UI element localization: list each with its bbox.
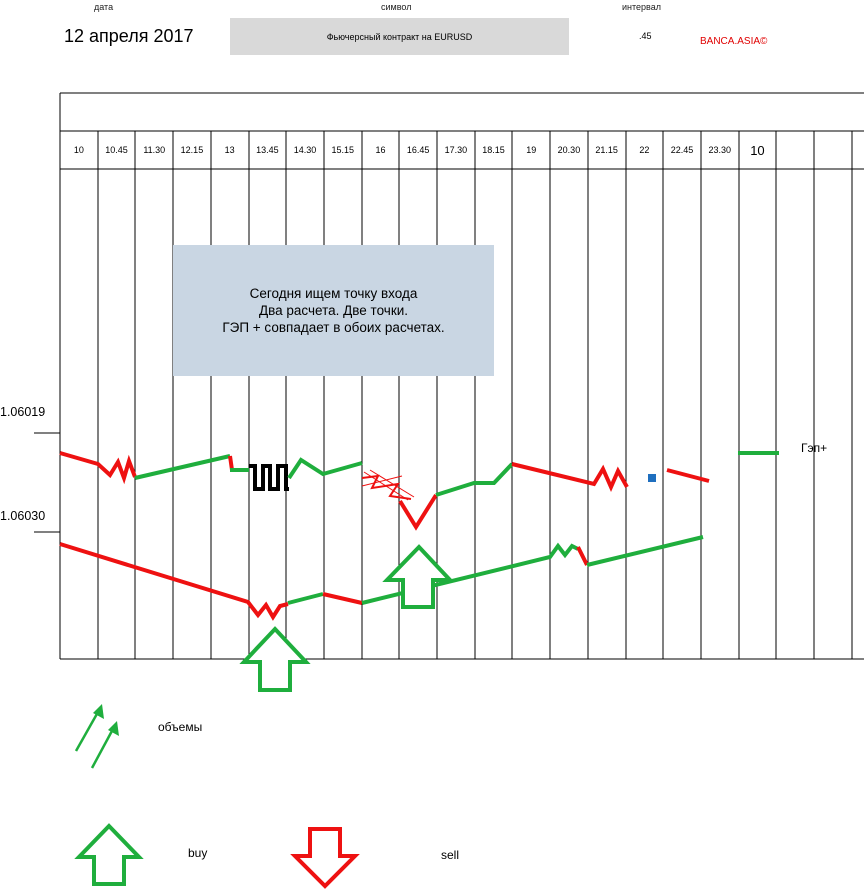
upper-line-red-3 — [400, 495, 436, 527]
legend-buy-arrow-icon — [79, 826, 139, 884]
buy-arrow-lower — [244, 629, 306, 690]
upper-line-hatched-red — [362, 470, 414, 500]
brand-label: BANCA.ASIA© — [700, 36, 768, 47]
date-value: 12 апреля 2017 — [64, 26, 194, 46]
time-column-label: 21.15 — [595, 145, 618, 155]
upper-line-red-5 — [667, 470, 709, 481]
upper-line-green-4 — [436, 464, 512, 495]
note-line-2: Два расчета. Две точки. — [258, 303, 409, 318]
time-column-label: 23.30 — [708, 145, 732, 155]
lower-line-green-1 — [288, 594, 323, 603]
time-column-label: 10 — [73, 145, 84, 155]
time-column-label: 16.45 — [406, 145, 430, 155]
lower-line-red-3 — [578, 547, 587, 565]
date-label: дата — [94, 2, 114, 12]
time-column-label: 16 — [375, 145, 386, 155]
symbol-label: символ — [381, 2, 412, 12]
blue-marker — [648, 474, 656, 482]
time-column-label: 12.15 — [180, 145, 204, 155]
interval-value: .45 — [639, 31, 652, 41]
legend-buy-label: buy — [188, 846, 208, 860]
time-column-label: 10 — [750, 143, 765, 158]
price-label-lower: 1.06030 — [0, 509, 46, 523]
time-column-label: 13 — [224, 145, 235, 155]
gap-label: Гэп+ — [801, 441, 828, 455]
upper-line-red-4 — [512, 464, 627, 487]
lower-line-red-1 — [60, 544, 288, 617]
time-column-label: 11.30 — [143, 145, 166, 155]
upper-line-green-1 — [135, 456, 230, 478]
lower-line-green-3 — [587, 537, 703, 565]
price-label-upper: 1.06019 — [0, 405, 46, 419]
note-line-1: Сегодня ищем точку входа — [249, 286, 418, 301]
legend-sell-arrow-icon — [295, 829, 355, 886]
time-column-label: 14.30 — [293, 145, 317, 155]
interval-label: интервал — [622, 2, 661, 12]
time-column-label: 22.45 — [670, 145, 694, 155]
note-box — [173, 245, 494, 376]
time-grid — [60, 93, 864, 659]
buy-arrow-upper — [387, 547, 450, 607]
legend-volumes-label: объемы — [158, 720, 203, 734]
lower-line-red-2 — [323, 594, 362, 603]
legend-sell-label: sell — [441, 848, 460, 862]
time-column-label: 13.45 — [256, 145, 279, 155]
upper-line-red-2 — [230, 456, 232, 470]
time-column-label: 15.15 — [331, 145, 355, 155]
upper-line-black-zigzag — [249, 466, 289, 489]
time-column-label: 19 — [526, 145, 537, 155]
time-column-label: 20.30 — [557, 145, 581, 155]
volumes-arrows-icon — [76, 704, 119, 768]
time-column-label: 17.30 — [444, 145, 468, 155]
upper-line-green-3 — [289, 460, 362, 478]
time-column-label: 18.15 — [482, 145, 505, 155]
time-column-label: 10.45 — [105, 145, 128, 155]
symbol-value: Фьючерсный контракт на EURUSD — [326, 31, 473, 42]
time-column-label: 22 — [639, 145, 650, 155]
note-line-3: ГЭП + совпадает в обоих расчетах. — [222, 320, 445, 335]
